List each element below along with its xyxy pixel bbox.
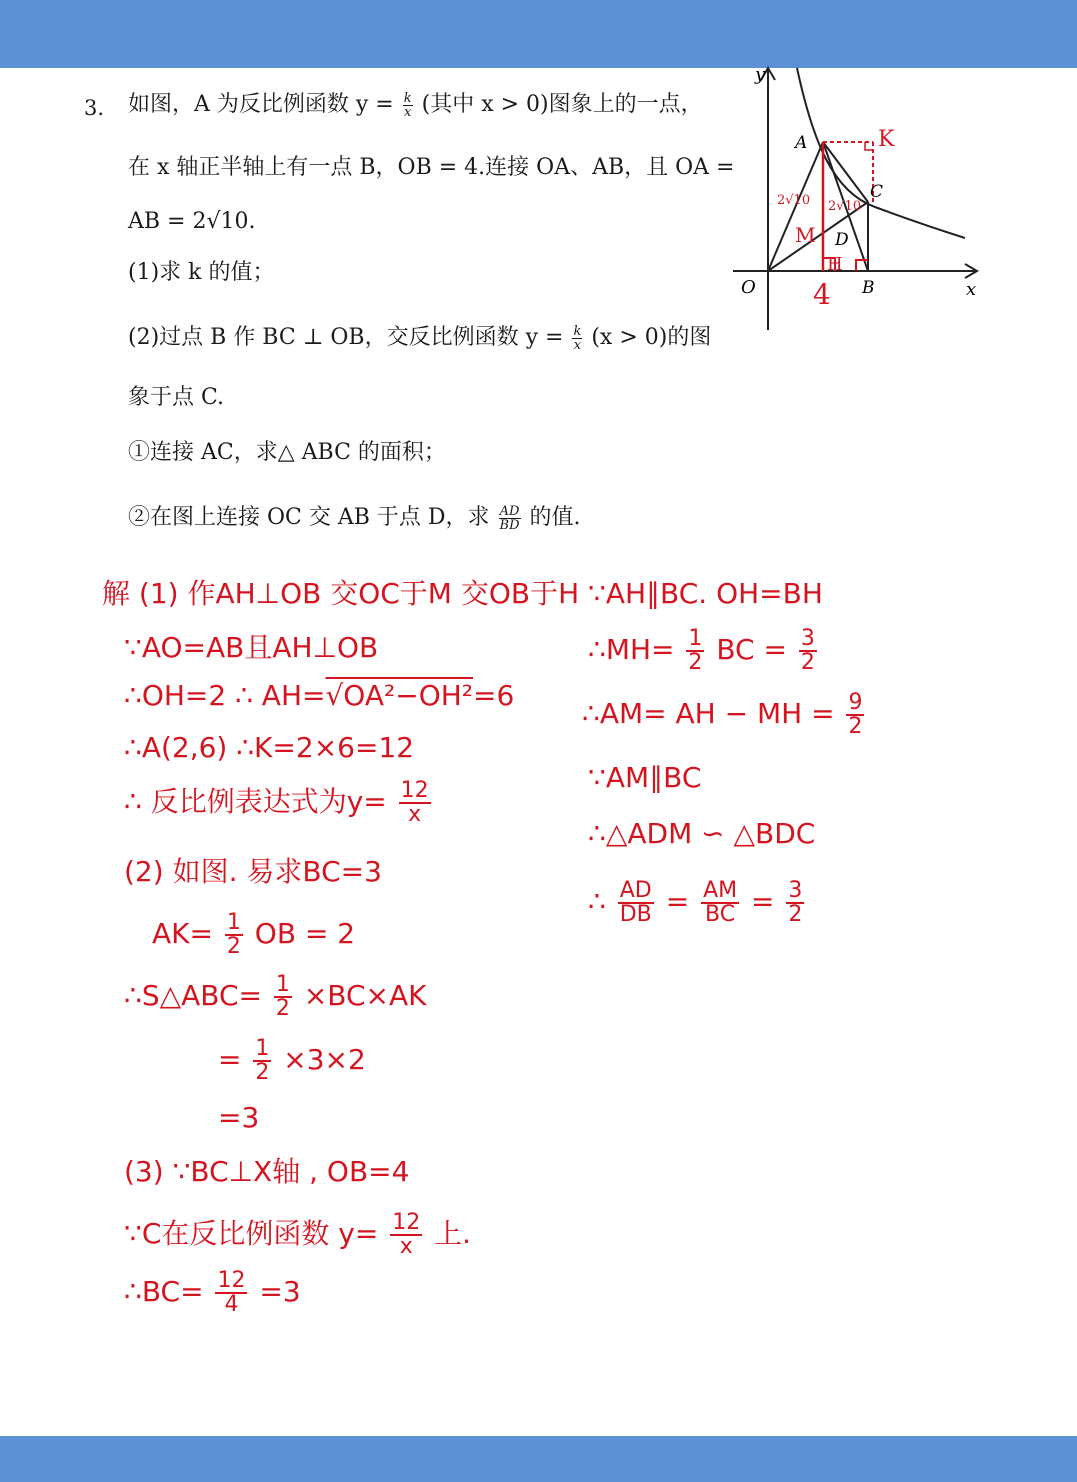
sol-right-1: ∵AH∥BC. OH=BH <box>588 577 823 610</box>
sol-line-7: AK= $\frac{1}{2}$ OB = 2 <box>152 910 356 959</box>
sol-right-2: ∴MH= $\frac{1}{2}$ BC = $\frac{3}{2}$ <box>588 626 815 675</box>
right-angle-mark-k <box>865 142 873 150</box>
sol-line-2: ∵AO=AB且AH⊥OB <box>124 631 379 664</box>
coordinate-figure <box>725 62 995 337</box>
fraction-k-over-x-2: $\frac{k}{x}$ <box>573 323 582 353</box>
sol-line-8: ∴S△ABC= $\frac{1}{2}$ ×BC×AK <box>124 972 427 1021</box>
question-1: (1)求 k 的值； <box>128 260 275 285</box>
label-h: H <box>827 254 843 275</box>
sol-line-11: (3) ∵BC⊥X轴 , OB=4 <box>124 1155 410 1188</box>
label-o: O <box>741 277 756 298</box>
label-b: B <box>862 278 875 298</box>
label-d: D <box>835 230 849 250</box>
bottom-blue-band <box>0 1436 1077 1482</box>
label-c: C <box>870 182 884 202</box>
sol-right-5: ∴△ADM ∽ △BDC <box>588 817 816 850</box>
sol-line-10: =3 <box>218 1101 260 1134</box>
sol-right-6: ∴ $\frac{AD}{DB}$ = $\frac{AM}{BC}$ = $\frac{3}{2}$ <box>588 878 803 927</box>
fraction-k-over-x: $\frac{k}{x}$ <box>403 90 412 120</box>
sol-line-5: ∴ 反比例表达式为y= $\frac{12}{x}$ <box>124 778 429 827</box>
top-blue-band <box>0 0 1077 68</box>
label-len-oa: 2√10 <box>777 193 811 208</box>
sol-line-3: ∴OH=2 ∴ AH=√OA²−OH²=6 <box>124 679 515 712</box>
label-len-ab: 2√10 <box>828 199 862 214</box>
label-k: K <box>878 127 895 152</box>
question-2-2: ②在图上连接 OC 交 AB 于点 D，求 $\frac{AD}{BD}$ 的值. <box>128 503 581 533</box>
question-2: (2)过点 B 作 BC ⊥ OB，交反比例函数 y = $\frac{k}{x}$ (x > 0)的图 <box>128 323 712 353</box>
problem-line-1: 如图，A 为反比例函数 y = $\frac{k}{x}$ (其中 x > 0)图象上的一点， <box>128 90 703 120</box>
sol-right-3: ∴AM= AH − MH = $\frac{9}{2}$ <box>582 690 863 739</box>
label-m: M <box>795 223 816 247</box>
problem-line-3: AB = 2√10. <box>128 209 256 234</box>
segment-ac <box>823 142 868 202</box>
label-ob-4: 4 <box>813 278 831 311</box>
sol-line-1: 解 (1) 作AH⊥OB 交OC于M 交OB于H <box>102 577 580 610</box>
sol-line-4: ∴A(2,6) ∴K=2×6=12 <box>124 731 415 764</box>
problem-number: 3. <box>84 96 105 120</box>
sol-line-6: (2) 如图. 易求BC=3 <box>124 855 382 888</box>
sol-right-4: ∵AM∥BC <box>588 761 702 794</box>
sol-line-13: ∴BC= $\frac{12}{4}$ =3 <box>124 1268 301 1317</box>
question-2-cont: 象于点 C. <box>128 385 225 410</box>
fraction-ad-over-bd: $\frac{AD}{BD}$ <box>499 503 520 533</box>
sol-line-9: = $\frac{1}{2}$ ×3×2 <box>218 1036 366 1085</box>
label-x: x <box>966 279 977 300</box>
sol-line-12: ∵C在反比例函数 y= $\frac{12}{x}$ 上. <box>124 1210 472 1259</box>
label-a: A <box>795 133 808 153</box>
question-2-1: ①连接 AC，求△ ABC 的面积； <box>128 440 446 465</box>
problem-line-2: 在 x 轴正半轴上有一点 B，OB = 4.连接 OA、AB，且 OA = <box>128 155 735 180</box>
label-y: y <box>755 64 766 85</box>
